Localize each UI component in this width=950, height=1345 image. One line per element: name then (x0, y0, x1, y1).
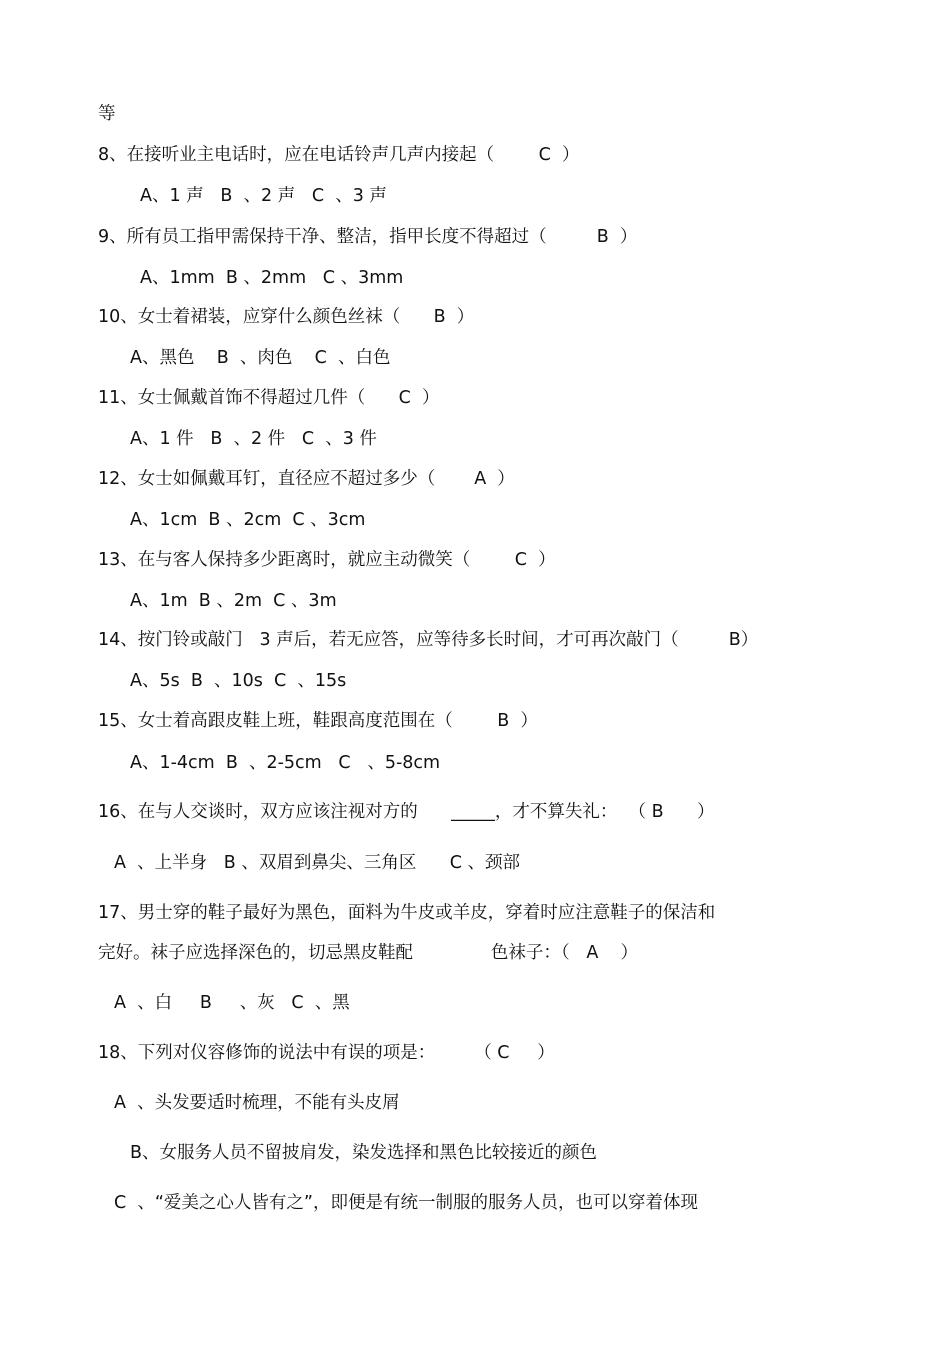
question-8: 8、在接听业主电话时，应在电话铃声几声内接起（ C ） (98, 145, 580, 165)
question-15-options: A、1-4cm B 、2-5cm C 、5-8cm (130, 753, 441, 773)
question-11: 11、女士佩戴首饰不得超过几件（ C ） (98, 388, 440, 408)
question-8-options: A、1 声 B 、2 声 C 、3 声 (140, 186, 387, 206)
question-10-options: A、黑色 B 、肉色 C 、白色 (130, 348, 391, 368)
question-15: 15、女士着高跟皮鞋上班，鞋跟高度范围在（ B ） (98, 711, 538, 731)
question-14-options: A、5s B 、10s C 、15s (130, 671, 347, 691)
question-10: 10、女士着裙装，应穿什么颜色丝袜（ B ） (98, 307, 475, 327)
question-18: 18、下列对仪容修饰的说法中有误的项是： （ C ） (98, 1043, 555, 1063)
question-9-options: A、1mm B 、2mm C 、3mm (140, 268, 404, 288)
question-17-options: A 、白 B 、灰 C 、黑 (114, 993, 350, 1013)
question-16: 16、在与人交谈时，双方应该注视对方的 _____，才不算失礼： （ B ） (98, 802, 715, 822)
question-18-option-c: C 、“爱美之心人皆有之”，即便是有统一制服的服务人员，也可以穿着体现 (114, 1193, 698, 1213)
question-13: 13、在与客人保持多少距离时，就应主动微笑（ C ） (98, 550, 556, 570)
question-12-options: A、1cm B 、2cm C 、3cm (130, 510, 366, 530)
question-18-option-a: A 、头发要适时梳理，不能有头皮屑 (114, 1093, 400, 1113)
question-9: 9、所有员工指甲需保持干净、整洁，指甲长度不得超过（ B ） (98, 227, 638, 247)
question-13-options: A、1m B 、2m C 、3m (130, 591, 337, 611)
question-17: 17、男士穿的鞋子最好为黑色，面料为牛皮或羊皮，穿着时应注意鞋子的保洁和 (98, 903, 716, 923)
question-17-continued: 完好。袜子应选择深色的，切忌黑皮鞋配 色袜子：（ A ） (98, 943, 639, 963)
text-line: 等 (98, 104, 116, 124)
question-11-options: A、1 件 B 、2 件 C 、3 件 (130, 429, 377, 449)
question-12: 12、女士如佩戴耳钉，直径应不超过多少（ A ） (98, 469, 515, 489)
question-14: 14、按门铃或敲门 3 声后，若无应答，应等待多长时间，才可再次敲门（ B） (98, 630, 759, 650)
question-16-options: A 、上半身 B 、双眉到鼻尖、三角区 C 、颈部 (114, 853, 521, 873)
question-18-option-b: B、女服务人员不留披肩发，染发选择和黑色比较接近的颜色 (130, 1143, 598, 1163)
